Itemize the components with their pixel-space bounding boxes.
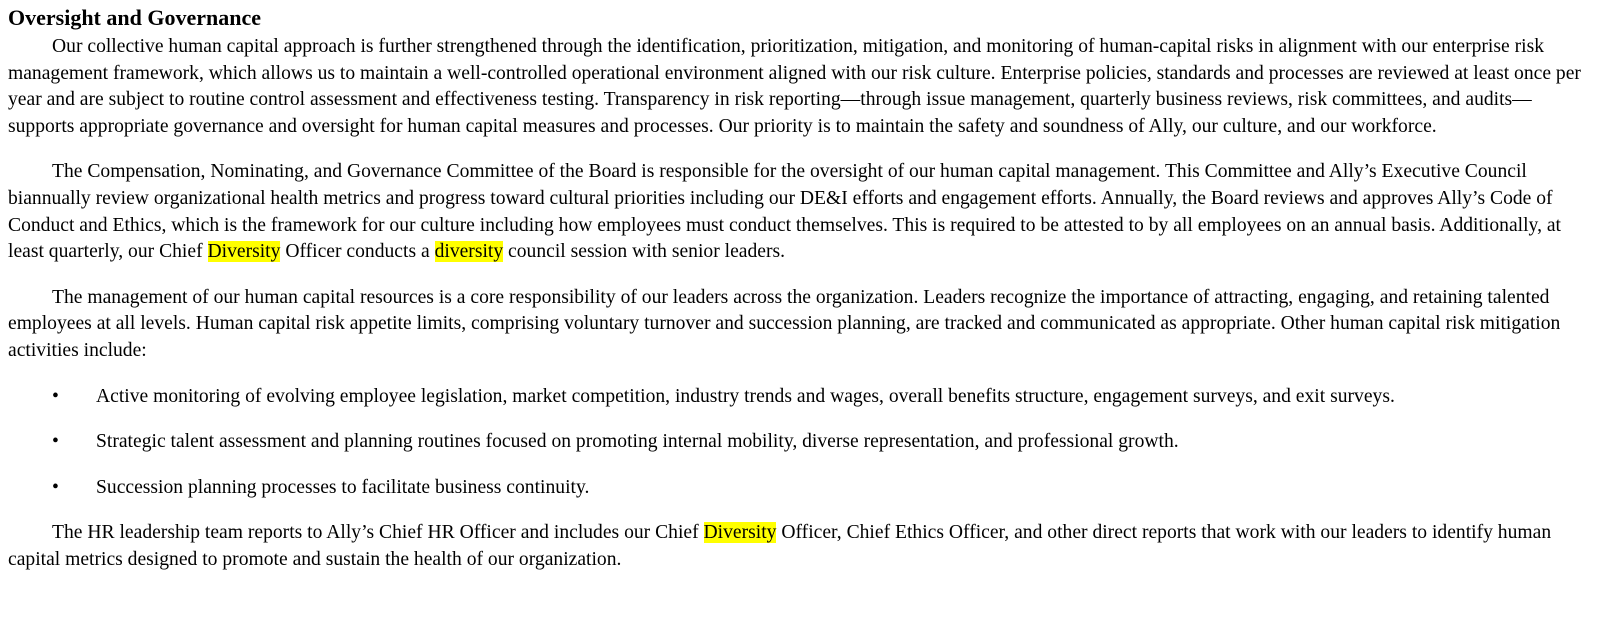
list-item xyxy=(8,384,1592,411)
search-highlight: Diversity xyxy=(703,522,777,544)
paragraph-leadership-responsibility: The management of our human capital resources is a core responsibility of our leaders across the organization. Leaders recognize the importance of attracting, engaging, and retaining talented employees at all levels. Human capital risk appetite limits, comprising voluntary turnover and succession planning, are tracked and communicated as appropriate. Other human capital risk mitigation activities include: xyxy=(8,286,1561,361)
search-highlight: Diversity xyxy=(207,241,281,263)
paragraph-committee-oversight xyxy=(8,159,1592,265)
mitigation-activities-list xyxy=(8,384,1592,502)
bullet-icon: • xyxy=(52,431,59,453)
list-item xyxy=(8,429,1592,456)
text-segment: council session with senior leaders. xyxy=(503,241,786,263)
text-segment: The HR leadership team reports to Ally’s Chief HR Officer and includes our Chief xyxy=(52,522,704,544)
list-item-text: Strategic talent assessment and planning routines focused on promoting internal mobility, diverse representation, and professional growth. xyxy=(96,431,1179,453)
text-segment: Officer conducts a xyxy=(280,241,435,263)
list-item xyxy=(8,475,1592,502)
text-segment: Officer, Chief Ethics Officer, and other direct reports that work with our leaders to identify human capital metrics designed to promote and sustain the health of our organization. xyxy=(8,522,1552,570)
search-highlight: diversity xyxy=(434,241,504,263)
bullet-icon: • xyxy=(52,476,59,498)
text-segment: The Compensation, Nominating, and Governance Committee of the Board is responsible for the oversight of our human capital management. This Committee and Ally’s Executive Council biannually review organizational health metrics and progress toward cultural priorities including our DE&I efforts and engagement efforts. Annually, the Board reviews and approves Ally’s Code of Conduct and Ethics, which is the framework for our culture including how employees must conduct themselves. This is required to be attested to by all employees on an annual basis. Additionally, at least quarterly, our Chief xyxy=(8,161,1562,263)
section-heading: Oversight and Governance xyxy=(8,5,261,30)
paragraph-risk-approach: Our collective human capital approach is further strengthened through the identification, prioritization, mitigation, and monitoring of human-capital risks in alignment with our enterprise risk management framework, which allows us to maintain a well-controlled operational environment aligned with our risk culture. Enterprise policies, standards and processes are reviewed at least once per year and are subject to routine control assessment and effectiveness testing. Transparency in risk reporting—through issue management, quarterly business reviews, risk committees, and audits—supports appropriate governance and oversight for human capital measures and processes. Our priority is to maintain the safety and soundness of Ally, our culture, and our workforce. xyxy=(8,36,1581,137)
list-item-text: Active monitoring of evolving employee legislation, market competition, industry trends and wages, overall benefits structure, engagement surveys, and exit surveys. xyxy=(96,385,1395,407)
list-item-text: Succession planning processes to facilitate business continuity. xyxy=(96,476,590,498)
bullet-icon: • xyxy=(52,385,59,407)
paragraph-hr-leadership xyxy=(8,520,1592,573)
